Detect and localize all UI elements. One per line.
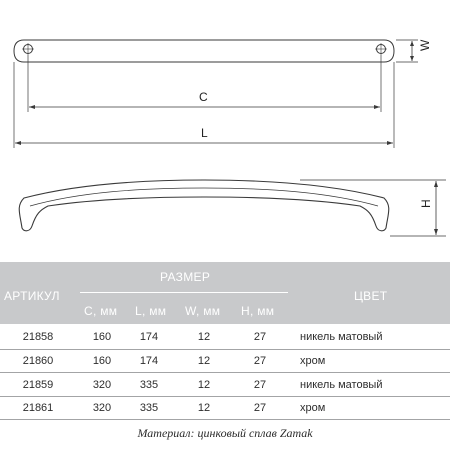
header-h-mm: H, мм (241, 304, 275, 318)
cell-article: 21859 (22, 379, 54, 391)
table-header (0, 262, 450, 324)
spec-table (0, 262, 450, 418)
cell-h: 27 (253, 331, 267, 343)
cell-h: 27 (253, 355, 267, 367)
cell-color: никель матовый (300, 331, 383, 343)
row-divider (0, 372, 450, 373)
header-color: ЦВЕТ (354, 289, 388, 303)
cell-color: хром (300, 402, 326, 414)
cell-l: 174 (139, 355, 159, 367)
header-size-rule (80, 292, 288, 293)
header-size: РАЗМЕР (160, 270, 211, 284)
dim-c-label: C (199, 90, 208, 104)
cell-article: 21860 (22, 355, 54, 367)
dim-h-label: H (419, 199, 433, 208)
table-row (0, 326, 450, 349)
material-note: Материал: цинковый сплав Zamak (137, 426, 313, 440)
table-row (0, 374, 450, 397)
cell-l: 335 (139, 379, 159, 391)
header-c-mm: C, мм (84, 304, 118, 318)
row-divider (0, 419, 450, 420)
dim-l-label: L (201, 126, 208, 140)
cell-c: 320 (92, 379, 112, 391)
handle-side-view (19, 180, 389, 231)
cell-c: 160 (92, 331, 112, 343)
cell-w: 12 (197, 355, 211, 367)
cell-c: 160 (92, 355, 112, 367)
cell-w: 12 (197, 331, 211, 343)
table-row (0, 350, 450, 373)
dim-w-label: W (418, 39, 432, 51)
cell-article: 21861 (22, 402, 54, 414)
cell-l: 174 (139, 331, 159, 343)
cell-color: никель матовый (300, 379, 383, 391)
cell-w: 12 (197, 379, 211, 391)
cell-h: 27 (253, 402, 267, 414)
table-row (0, 397, 450, 420)
cell-h: 27 (253, 379, 267, 391)
cell-l: 335 (139, 402, 159, 414)
handle-top-view (14, 40, 394, 62)
cell-article: 21858 (22, 331, 54, 343)
cell-w: 12 (197, 402, 211, 414)
header-w-mm: W, мм (185, 304, 221, 318)
header-article: АРТИКУЛ (4, 289, 60, 303)
header-l-mm: L, мм (135, 304, 167, 318)
cell-color: хром (300, 355, 326, 367)
cell-c: 320 (92, 402, 112, 414)
